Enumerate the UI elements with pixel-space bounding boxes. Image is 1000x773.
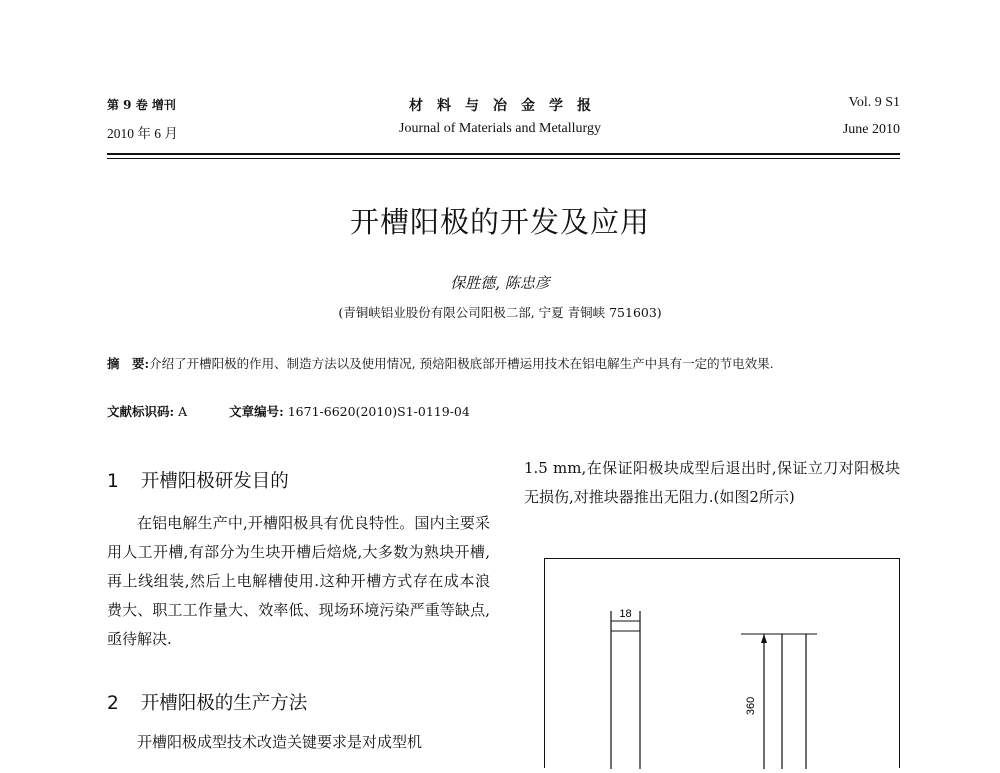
volume-en: Vol. 9 S1 <box>848 95 900 110</box>
doc-code-label: 文献标识码: <box>107 404 175 419</box>
figure-2-drawing <box>545 559 901 769</box>
volume-issue: 第 9 卷 增刊 <box>107 98 176 112</box>
header-rule-thick <box>107 153 900 155</box>
section-2-heading <box>107 689 307 715</box>
abstract <box>107 352 897 376</box>
article-meta <box>107 402 470 420</box>
doc-code: A <box>178 404 188 419</box>
section-1-title: 开槽阳极研发目的 <box>140 471 289 492</box>
article-no-label: 文章编号: <box>229 404 284 419</box>
journal-title-en: Journal of Materials and Metallurgy <box>399 121 601 136</box>
abstract-label: 摘 要: <box>107 356 150 371</box>
section-1-number: 1 <box>107 471 119 492</box>
width-dim-label: 18 <box>619 608 632 620</box>
figure-2-frame <box>544 558 900 768</box>
article-title: 开槽阳极的开发及应用 <box>349 205 650 239</box>
section-1-heading <box>107 467 289 493</box>
height-dim-arrow <box>761 634 767 643</box>
section-2-number: 2 <box>107 693 119 714</box>
authors: 保胜德, 陈忠彦 <box>450 274 550 292</box>
abstract-text: 介绍了开槽阳极的作用、制造方法以及使用情况, 预焙阳极底部开槽运用技术在铝电解生产中具有一定的节电效果. <box>149 356 774 371</box>
date-en: June 2010 <box>842 122 900 137</box>
journal-title-cn: 材 料 与 冶 金 学 报 <box>409 98 591 114</box>
header-rule-thin <box>107 158 900 159</box>
affiliation: (青铜峡铝业股份有限公司阳极二部, 宁夏 青铜峡 751603) <box>338 305 662 320</box>
article-no: 1671-6620(2010)S1-0119-04 <box>287 404 470 419</box>
right-column-paragraph: 1.5 mm,在保证阳极块成型后退出时,保证立刀对阳极块无损伤,对推块器推出无阻力.(如图2所示) <box>524 459 900 506</box>
section-2-title: 开槽阳极的生产方法 <box>140 693 308 714</box>
height-dim-label: 360 <box>745 696 757 716</box>
section-2-paragraph: 开槽阳极成型技术改造关键要求是对成型机 <box>137 733 423 751</box>
publication-date: 2010 年 6 月 <box>107 126 178 141</box>
section-1-paragraph: 在铝电解生产中,开槽阳极具有优良特性。国内主要采用人工开槽,有部分为生块开槽后焙烧,大多数为熟块开槽,再上线组装,然后上电解槽使用.这种开槽方式存在成本浪费大、职工工作量大、效率低、现场环境污染严重等缺点,亟待解决. <box>107 514 490 648</box>
